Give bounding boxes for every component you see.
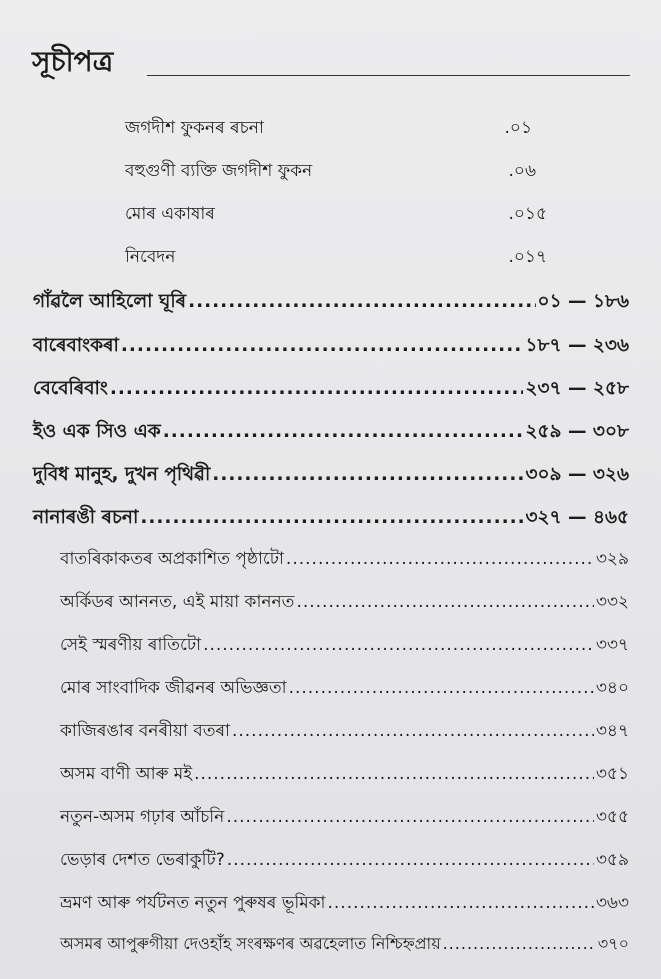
subsection-entry[interactable] [60, 632, 629, 660]
section-entry[interactable] [33, 503, 629, 534]
dot-leader [188, 291, 535, 312]
subsection-page: ৩৬৩ [595, 893, 629, 913]
subsection-title: ভ্ৰমণ আৰু পৰ্যটনত নতুন পুৰুষৰ ভূমিকা [60, 893, 326, 913]
subsection-entry[interactable] [60, 718, 629, 746]
section-title: নানাৰঙী ৰচনা [33, 507, 139, 528]
subsection-title: নতুন-অসম গঢ়াৰ আঁচনি [60, 807, 225, 827]
dot-leader [443, 934, 596, 953]
subsection-entry[interactable] [60, 546, 629, 574]
subsection-entry[interactable] [60, 675, 629, 703]
entry-page: .০১৭ [508, 247, 547, 267]
dot-leader [194, 764, 594, 784]
section-title: গাঁৱলৈ আহিলো ঘূৰি [33, 291, 187, 312]
toc-header [32, 40, 630, 80]
section-entry[interactable] [33, 460, 629, 491]
section-pages: ১৮৭ — ২৩৬ [525, 335, 629, 356]
section-pages: ২৩৭ — ২৫৮ [525, 378, 629, 399]
subsection-title: মোৰ সাংবাদিক জীৱনৰ অভিজ্ঞতা [60, 678, 287, 698]
section-entry[interactable] [33, 374, 629, 405]
dot-leader [110, 378, 524, 399]
entry-title: বহুগুণী ব্যক্তি জগদীশ ফুকন [125, 161, 313, 181]
subsection-entry[interactable] [60, 847, 629, 875]
dot-leader [227, 850, 594, 870]
title-rule [147, 75, 630, 76]
entry-title: নিবেদন [125, 247, 176, 267]
subsection-page: ৩৩৭ [595, 635, 629, 655]
subsection-page: ৩২৯ [595, 549, 629, 569]
subsection-page: ৩৭০ [597, 934, 629, 953]
dot-leader [286, 549, 594, 569]
entry-page: .০১৫ [508, 204, 547, 224]
front-matter-item[interactable] [125, 201, 547, 229]
dot-leader [327, 893, 593, 913]
subsection-title: বাতৰিকাকতৰ অপ্ৰকাশিত পৃষ্ঠাটো [60, 549, 284, 569]
section-entry[interactable] [33, 287, 629, 318]
dot-leader [289, 678, 594, 698]
subsection-entry[interactable] [60, 761, 629, 789]
subsection-page: ৩৩২ [595, 592, 629, 612]
subsection-page: ৩৫৫ [595, 807, 629, 827]
section-entry[interactable] [33, 331, 629, 362]
subsection-entry[interactable] [60, 931, 629, 958]
dot-leader [212, 464, 523, 485]
entry-page: .০১ [504, 118, 532, 138]
section-pages: ০১ — ১৮৬ [537, 291, 629, 312]
subsection-page: ৩৪৭ [595, 721, 629, 741]
dot-leader [232, 721, 594, 741]
front-matter-item[interactable] [125, 158, 536, 186]
entry-page: .০৬ [508, 161, 536, 181]
dot-leader [140, 507, 523, 528]
section-title: ইও এক সিও এক [33, 421, 161, 442]
section-title: দুবিধ মানুহ, দুখন পৃথিৱী [33, 464, 211, 485]
subsection-entry[interactable] [60, 589, 629, 617]
section-entry[interactable] [33, 417, 629, 448]
front-matter-item[interactable] [125, 115, 532, 143]
page-title: সূচীপত্ৰ [32, 45, 114, 78]
section-pages: ২৫৯ — ৩০৮ [525, 421, 629, 442]
front-matter-item[interactable] [125, 244, 547, 272]
subsection-entry[interactable] [60, 804, 629, 832]
dot-leader [296, 592, 593, 612]
section-title: বাৰেবাংকৰা [33, 335, 119, 356]
dot-leader [163, 421, 524, 442]
section-title: বেবেৰিবাং [33, 378, 108, 399]
subsection-page: ৩৫৯ [595, 850, 629, 870]
entry-title: জগদীশ ফুকনৰ ৰচনা [125, 118, 264, 138]
subsection-title: অৰ্কিডৰ আননত, এই মায়া কাননত [60, 592, 295, 612]
dot-leader [121, 335, 524, 356]
dot-leader [226, 807, 594, 827]
entry-title: মোৰ একাষাৰ [125, 204, 215, 224]
subsection-title: সেই স্মৰণীয় ৰাতিটো [60, 635, 202, 655]
subsection-entry[interactable] [60, 890, 629, 918]
subsection-title: কাজিৰঙাৰ বনৰীয়া বতৰা [60, 721, 230, 741]
subsection-title: অসমৰ আপুৰুগীয়া দেওহাঁহ সংৰক্ষণৰ অৱহেলাত নিশ্চিহ্নপ্ৰায় [60, 934, 441, 953]
subsection-title: অসম বাণী আৰু মই [60, 764, 193, 784]
subsection-page: ৩৪০ [595, 678, 629, 698]
section-pages: ৩২৭ — ৪৬৫ [525, 507, 629, 528]
section-pages: ৩০৯ — ৩২৬ [525, 464, 629, 485]
subsection-title: ভেড়াৰ দেশত ভেৰাকুটি? [60, 850, 225, 870]
dot-leader [203, 635, 594, 655]
subsection-page: ৩৫১ [595, 764, 629, 784]
